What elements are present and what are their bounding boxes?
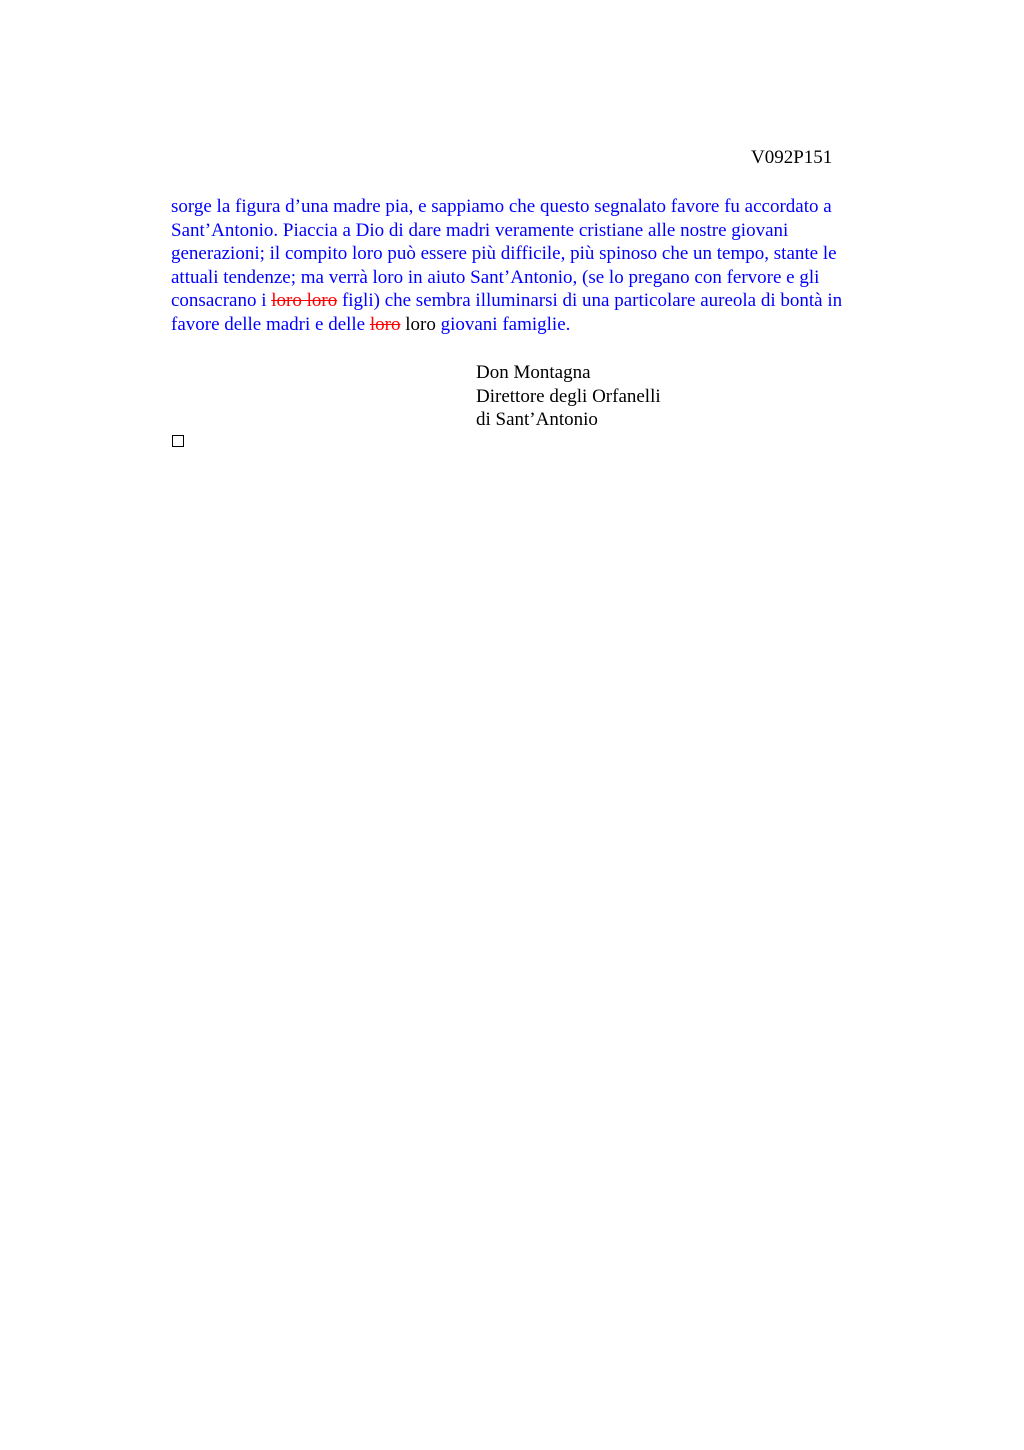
deleted-text: loro	[369, 313, 401, 335]
paragraph-line	[171, 313, 916, 337]
paragraph-line: attuali tendenze; ma verrà loro in aiuto Sant’Antonio, (se lo pregano con fervore e gli	[171, 266, 820, 288]
signature-title: Direttore degli Orfanelli	[476, 385, 661, 407]
body-paragraph	[171, 195, 916, 337]
text-segment: figli) che sembra illuminarsi di una particolare aureola di bontà in	[337, 290, 843, 312]
page-id: V092P151	[751, 147, 833, 168]
signature-place: di Sant’Antonio	[476, 409, 598, 431]
checkbox-icon[interactable]	[172, 435, 184, 447]
paragraph-line	[171, 289, 916, 313]
text-segment: giovani famiglie.	[440, 313, 571, 335]
text-segment: favore delle madri e delle	[171, 313, 370, 335]
paragraph-line: Sant’Antonio. Piaccia a Dio di dare madri veramente cristiane alle nostre giovani	[171, 219, 789, 241]
paragraph-line: sorge la figura d’una madre pia, e sappiamo che questo segnalato favore fu accordato a	[171, 196, 832, 217]
paragraph-line: generazioni; il compito loro può essere più difficile, più spinoso che un tempo, stante le	[171, 243, 837, 265]
inserted-text: loro	[400, 313, 441, 335]
text-segment: consacrano i	[171, 290, 272, 312]
signature-block	[476, 361, 661, 432]
deleted-text: loro loro	[271, 290, 338, 312]
signature-name: Don Montagna	[476, 362, 591, 383]
